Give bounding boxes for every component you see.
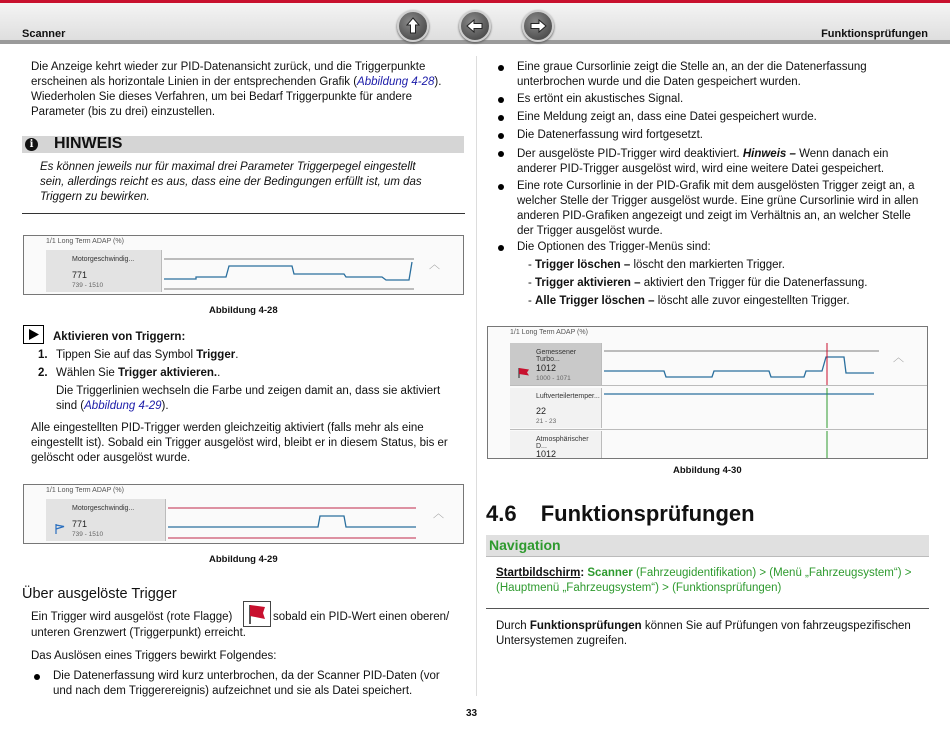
- procedure-title: Aktivieren von Triggern:: [53, 331, 186, 343]
- pid-graph: [604, 388, 884, 428]
- figure-4-29: [23, 484, 464, 544]
- pid-range: 739 - 1510: [72, 282, 104, 289]
- option-1: - Trigger löschen – löscht den markierten Trigger.: [528, 259, 785, 271]
- figure-caption: Abbildung 4-30: [673, 465, 742, 476]
- bullet-dot: [498, 184, 504, 190]
- bullet-dot: [498, 245, 504, 251]
- nav-forward-button[interactable]: [522, 10, 554, 42]
- pid-range: 739 - 1510: [72, 531, 104, 538]
- info-icon: i: [25, 138, 38, 151]
- nav-back-button[interactable]: [459, 10, 491, 42]
- section-heading: 4.6 Funktionsprüfungen: [486, 501, 755, 526]
- bullet-6: Der ausgelöste PID-Trigger wird deaktiviert. Hinweis – Wenn danach ein anderer PID-Trigger ausgelöst wird, wird eine weitere Datei gespeichert.: [517, 148, 889, 175]
- bullet-7: Eine rote Cursorlinie in der PID-Grafik mit dem ausgelösten Trigger zeigt an, a welcher Stelle der Trigger ausgelöst wurde. Eine grüne Cursorlinie wird in allen anderen PID-Grafiken angezeigt und zeigt im Verhältnis an, an welcher Stelle der Trigger ausgelöst wurde.: [517, 180, 919, 237]
- pid-trace: [604, 357, 874, 377]
- collapse-caret-icon[interactable]: ︿: [433, 508, 444, 520]
- header-bar: [0, 0, 950, 44]
- option-2: - Trigger aktivieren – aktiviert den Trigger für die Datenerfassung.: [528, 277, 868, 289]
- pid-range: 1000 - 1071: [536, 375, 571, 382]
- pid-name: Gemessener Turbo...: [536, 349, 577, 363]
- forward-arrow-icon: [529, 17, 547, 35]
- pid-panel-triggered[interactable]: [510, 343, 602, 385]
- bullet-dot: [498, 115, 504, 121]
- pid-trace: [164, 262, 412, 280]
- figure-4-30: [487, 326, 928, 459]
- intro-paragraph: Die Anzeige kehrt wieder zur PID-Datenansicht zurück, und die Triggerpunkte erscheinen als horizontale Linien in der entsprechenden Grafik (Abbildung 4-28). Wiederholen Sie dieses Verfahren, um bei Bedarf Triggerpunkte für andere Parameter (bis zu drei) einzustellen.: [31, 61, 442, 118]
- link-figure-4-28[interactable]: Abbildung 4-28: [357, 76, 435, 88]
- note-title: HINWEIS: [54, 135, 123, 152]
- pid-name: Luftverteilertemper...: [536, 393, 600, 400]
- figure-caption: Abbildung 4-29: [209, 554, 278, 565]
- page-number: 33: [466, 708, 478, 719]
- pid-value: 1012: [536, 449, 557, 459]
- note-text: Es können jeweils nur für maximal drei Parameter Triggerpegel eingestellt sein, allerdings reicht es aus, dass eine der Bedingungen erfüllt ist, um das Triggern zu bewirken.: [40, 161, 422, 203]
- pid-range: 21 - 23: [536, 418, 557, 425]
- collapse-caret-icon[interactable]: ︿: [893, 352, 904, 364]
- procedure-steps: 1. Tippen Sie auf das Symbol Trigger. 2. Wählen Sie Trigger aktivieren.. Die Triggerlinien wechseln die Farbe und zeigen damit an, dass sie aktiviert sind (Abbildung 4-29).: [38, 349, 441, 412]
- pid-graph: [168, 501, 418, 541]
- bullet-dot: [498, 151, 504, 157]
- section-description: Durch Funktionsprüfungen können Sie auf Prüfungen von fahrzeugspezifischen Untersystemen zugreifen.: [496, 620, 911, 647]
- trigger-text-1b: sobald ein PID-Wert einen oberen/: [273, 611, 450, 623]
- bullet-8: Die Optionen des Trigger-Menüs sind:: [517, 241, 711, 253]
- header-right-title: Funktionsprüfungen: [821, 28, 928, 40]
- figure-title: 1/1 Long Term ADAP (%): [510, 329, 588, 336]
- figure-caption: Abbildung 4-28: [209, 305, 278, 316]
- pid-panel[interactable]: [46, 250, 162, 292]
- figure-title: 1/1 Long Term ADAP (%): [46, 487, 124, 494]
- procedure-play-icon: [23, 325, 45, 345]
- red-flag-icon: [517, 367, 531, 379]
- collapse-caret-icon[interactable]: ︿: [429, 259, 440, 271]
- bullet-3: Es ertönt ein akustisches Signal.: [517, 93, 684, 105]
- bullet-dot: [498, 65, 504, 71]
- pid-value: 771: [72, 519, 88, 529]
- bullet-dot: [498, 133, 504, 139]
- figure-title: 1/1 Long Term ADAP (%): [46, 238, 124, 245]
- option-3: - Alle Trigger löschen – löscht alle zuvor eingestellten Trigger.: [528, 295, 850, 307]
- back-arrow-icon: [466, 17, 484, 35]
- trigger-text-1a: Ein Trigger wird ausgelöst (rote Flagge): [31, 611, 233, 623]
- pid-name: Motorgeschwindig...: [72, 505, 135, 512]
- pid-name: Motorgeschwindig...: [72, 256, 135, 263]
- up-arrow-icon: [404, 17, 422, 35]
- pid-trace: [168, 516, 416, 527]
- bullet-1: Die Datenerfassung wird kurz unterbrochen, da der Scanner PID-Daten (vor und nach dem Triggerereignis) aufzeichnet und sie als Datei speichert.: [53, 670, 440, 697]
- bullet-dot: [498, 97, 504, 103]
- pid-graph: [164, 252, 416, 292]
- pid-value: 771: [72, 270, 88, 280]
- column-divider: [476, 56, 477, 696]
- note-divider: [22, 213, 465, 214]
- pid-value: 1012: [536, 363, 557, 373]
- header-left-title: Scanner: [22, 28, 66, 40]
- link-figure-4-29[interactable]: Abbildung 4-29: [84, 400, 162, 412]
- bullet-dot: [34, 674, 40, 680]
- pid-panel[interactable]: [510, 431, 602, 459]
- navigation-path: Startbildschirm: Scanner (Fahrzeugidentifikation) > (Menü „Fahrzeugsystem“) > (Hauptmenü „Fahrzeugsystem“) > (Funktionsprüfungen): [496, 567, 912, 594]
- pid-panel[interactable]: [46, 499, 166, 541]
- red-flag-icon: [243, 601, 271, 627]
- navigation-header: Navigation: [486, 535, 929, 557]
- effect-intro: Das Auslösen eines Triggers bewirkt Folgendes:: [31, 650, 277, 662]
- subsection-title: Über ausgelöste Trigger: [22, 586, 177, 602]
- pid-value: 22: [536, 406, 547, 416]
- figure-4-28: [23, 235, 464, 295]
- all-triggers-paragraph: Alle eingestellten PID-Trigger werden gleichzeitig aktiviert (falls mehr als eine eingestellt ist). Sobald ein Trigger ausgelöst wird, bleibt er in diesem Status, bis er gelöscht oder ausgelöst wurde.: [31, 422, 448, 464]
- bullet-4: Eine Meldung zeigt an, dass eine Datei gespeichert wurde.: [517, 111, 817, 123]
- pid-graph: [604, 343, 884, 385]
- trigger-flag-outline-icon: [54, 523, 66, 535]
- bullet-5: Die Datenerfassung wird fortgesetzt.: [517, 129, 704, 141]
- note-header: [22, 136, 464, 153]
- nav-up-button[interactable]: [397, 10, 429, 42]
- pid-name: Atmosphärischer D...: [536, 436, 589, 450]
- bullet-2: Eine graue Cursorlinie zeigt die Stelle an, an der die Datenerfassung unterbrochen wurde und die Daten gespeichert wurden.: [517, 61, 867, 88]
- trigger-text-2: unteren Grenzwert (Triggerpunkt) erreicht.: [31, 627, 246, 639]
- pid-panel[interactable]: [510, 388, 602, 428]
- navigation-divider: [486, 608, 929, 609]
- pid-graph: [604, 431, 884, 459]
